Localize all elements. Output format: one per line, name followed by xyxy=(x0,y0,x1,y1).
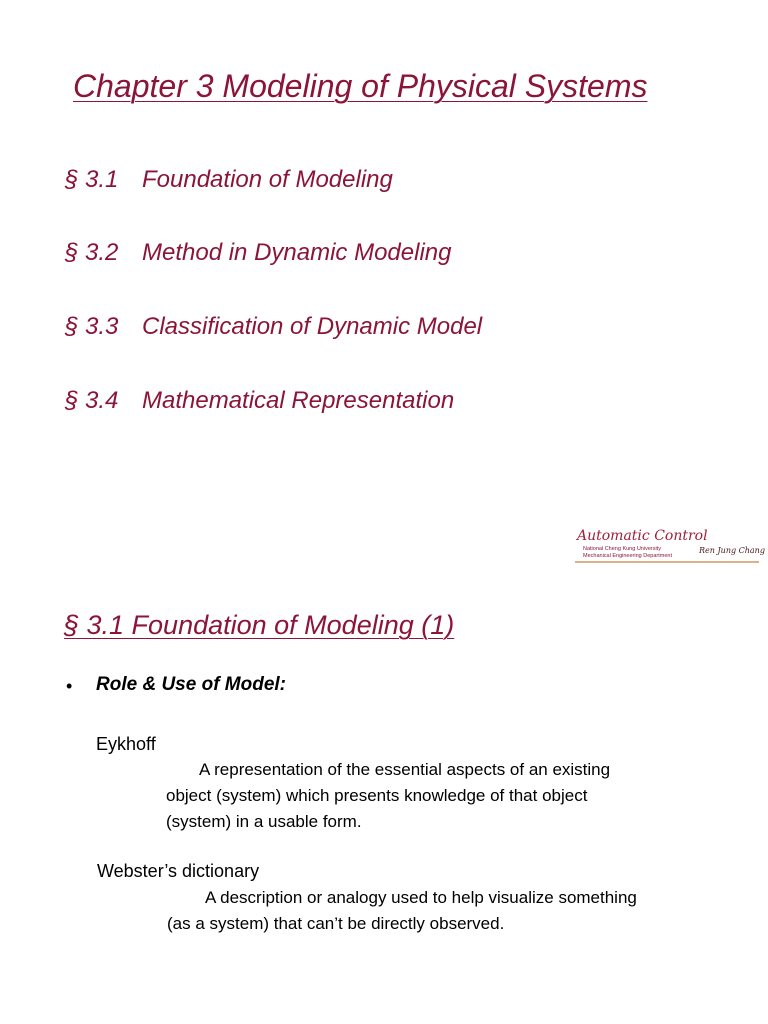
definition-text-eykhoff xyxy=(166,757,610,835)
toc-item-3-3 xyxy=(65,313,482,341)
definition-line: (as a system) that can’t be directly observed. xyxy=(167,914,505,933)
logo-author-signature: Ren Jung Chang xyxy=(699,546,765,555)
definition-term-webster: Webster’s dictionary xyxy=(97,861,260,881)
section-title: § 3.1 Foundation of Modeling (1) xyxy=(64,610,455,640)
automatic-control-logo xyxy=(575,528,765,566)
bullet-label: Role & Use of Model: xyxy=(96,674,287,695)
logo-title: Automatic Control xyxy=(577,528,708,544)
toc-title: Mathematical Representation xyxy=(142,387,455,414)
toc-number: § 3.3 xyxy=(65,313,119,340)
toc-title: Foundation of Modeling xyxy=(142,166,393,193)
definition-line: object (system) which presents knowledge of that object xyxy=(166,786,588,805)
logo-university: National Cheng Kung University xyxy=(583,546,661,552)
toc-title: Method in Dynamic Modeling xyxy=(142,239,452,266)
toc-item-3-1 xyxy=(65,166,393,194)
chapter-title: Chapter 3 Modeling of Physical Systems xyxy=(73,68,648,104)
definition-text-webster xyxy=(167,885,637,937)
definition-line: A representation of the essential aspects of an existing xyxy=(199,760,611,779)
toc-number: § 3.1 xyxy=(65,166,119,193)
toc-item-3-2 xyxy=(65,239,451,267)
definition-term-eykhoff: Eykhoff xyxy=(96,734,156,754)
definition-line: (system) in a usable form. xyxy=(166,812,362,831)
definition-line: A description or analogy used to help visualize something xyxy=(205,888,637,907)
toc-number: § 3.2 xyxy=(65,239,119,266)
toc-item-3-4 xyxy=(65,387,454,415)
toc-number: § 3.4 xyxy=(65,387,119,414)
logo-department: Mechanical Engineering Department xyxy=(583,553,672,559)
logo-rule xyxy=(575,561,759,563)
toc-title: Classification of Dynamic Model xyxy=(142,313,483,340)
bullet-marker: • xyxy=(66,676,73,696)
